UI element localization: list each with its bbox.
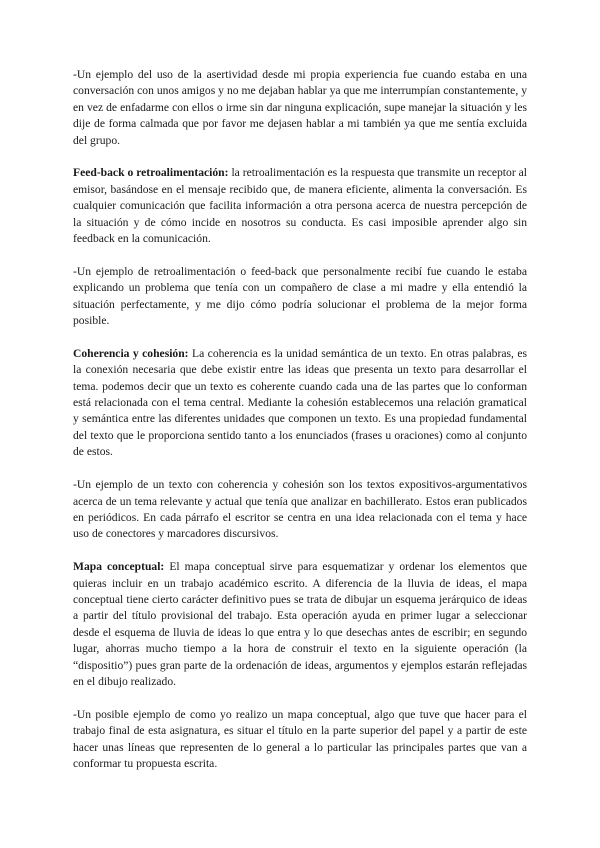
paragraph-body: la retroalimentación es la respuesta que transmite un receptor al emisor, basándose en el mensaje recibido que, de manera eficiente, alimenta la conversación. Es cualquier comunicación que facilita información a otra persona acerca de nuestra percepción de la situación y de cómo incide en nosotros su conducta. Es casi imposible aprender algo sin feedback en la comunicación. <box>73 166 527 246</box>
paragraph-body: El mapa conceptual sirve para esquematizar y ordenar los elementos que quieras incluir en un trabajo académico escrito. A diferencia de la lluvia de ideas, el mapa conceptual tiene cierto carácter definitivo pues se trata de dibujar un esquema jerárquico de ideas a partir del título provisional del trabajo. Esta operación ayuda en primer lugar a seleccionar desde el esquema de lluvia de ideas lo que entra y lo que desechas antes de escribir; en segundo lugar, ahorras mucho tiempo a la hora de construir el texto en la siguiente operación (la “dispositio”) pues gran parte de la ordenación de ideas, argumentos y ejemplos estarán reflejadas en el dibujo realizado. <box>73 560 527 688</box>
paragraph-heading: Feed-back o retroalimentación: <box>73 166 229 180</box>
paragraph-body: -Un ejemplo del uso de la asertividad desde mi propia experiencia fue cuando estaba en una conversación con unos amigos y no me dejaban hablar ya que me interrumpían constantemente, y en vez de enfadarme con ellos o irme sin dar ninguna explicación, supe manejar la situación y les dije de forma calmada que por favor me dejasen hablar a mi también ya que me sentía excluida del grupo. <box>73 68 527 147</box>
paragraph-heading: Coherencia y cohesión: <box>73 346 189 360</box>
paragraph-mapa-example <box>73 707 527 773</box>
paragraph-mapa-definition <box>73 559 527 690</box>
paragraph-asertividad-example <box>73 67 527 149</box>
paragraph-feedback-definition <box>73 165 527 247</box>
paragraph-feedback-example <box>73 264 527 330</box>
paragraph-body: -Un posible ejemplo de como yo realizo un mapa conceptual, algo que tuve que hacer para el trabajo final de esta asignatura, es situar el título en la parte superior del papel y a partir de este hacer unas líneas que representen de lo general a lo particular las principales partes que van a conformar tu propuesta escrita. <box>73 707 527 770</box>
paragraph-heading: Mapa conceptual: <box>73 560 165 574</box>
paragraph-coherencia-definition <box>73 346 527 461</box>
document-page <box>73 67 527 789</box>
paragraph-body: -Un ejemplo de un texto con coherencia y cohesión son los textos expositivos-argumentativos acerca de un tema relevante y actual que tenía que analizar en bachillerato. Estos eran publicados en periódicos. En cada párrafo el escritor se centra en una idea relacionada con el tema y hace uso de conectores y marcadores discursivos. <box>73 478 527 541</box>
paragraph-body: -Un ejemplo de retroalimentación o feed-back que personalmente recibí fue cuando le estaba explicando un problema que tenía con un compañero de clase a mi madre y ella entendió la situación perfectamente, y me dijo cómo podría solucionar el problema de la mejor forma posible. <box>73 264 527 328</box>
paragraph-body: La coherencia es la unidad semántica de un texto. En otras palabras, es la conexión necesaria que debe existir entre las ideas que presenta un texto para desarrollar el tema. podemos decir que un texto es coherente cuando cada una de las partes que lo conforman está relacionada con el tema central. Mediante la cohesión establecemos una relación gramatical y semántica entre las diferentes unidades que componen un texto. Es una propiedad fundamental del texto que le proporciona sentido tanto a los enunciados (frases u oraciones) como al conjunto de estos. <box>73 346 527 459</box>
paragraph-coherencia-example <box>73 477 527 543</box>
